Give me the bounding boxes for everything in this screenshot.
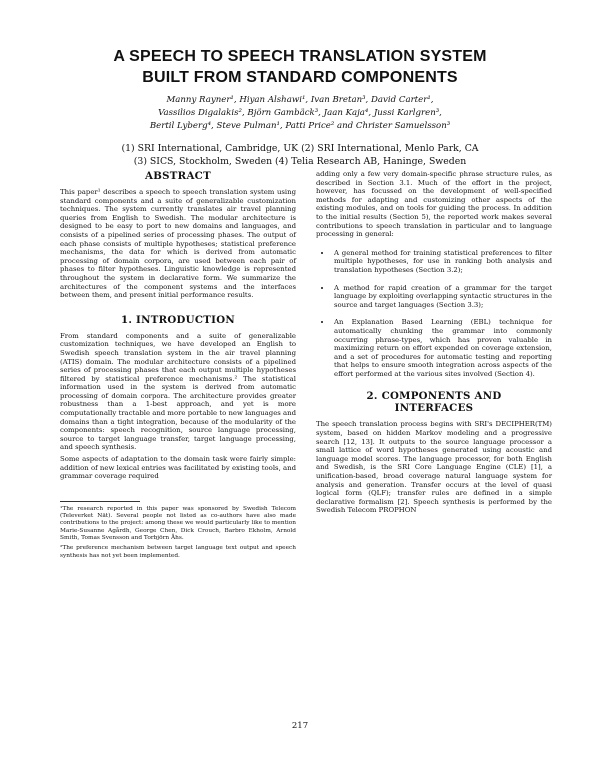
affiliation-line-2: (3) SICS, Stockholm, Sweden (4) Telia Research AB, Haninge, Sweden	[133, 156, 467, 167]
page-number: 217	[291, 721, 309, 731]
paper-title	[40, 46, 560, 88]
abstract-text: This paper¹ describes a speech to speech translation system using standard components and a suite of generalizable customization techniques. The system currently translates air travel planning queries from English to Swedish. The modular architecture is designed to be easy to port to new domains and languages, and consists of a pipelined series of processing phases. The output of each phase consists of multiple hypotheses; statistical preference mechanisms, the data for which is derived from automatic processing of domain corpora, are used between each pair of phases to filter hypotheses. Linguistic knowledge is represented throughout the system in declarative form. We summarize the architectures of the component systems and the interfaces between them, and present initial performance results.	[60, 188, 296, 300]
abstract-heading: ABSTRACT	[145, 170, 211, 182]
footnote-2: ²The preference mechanism between target language text output and speech synthesis has not yet been implemented.	[60, 545, 296, 559]
contributions-paragraph: adding only a few very domain-specific phrase structure rules, as described in Section 3.1. Much of the effort in the project, however, has focussed on the development of well-specified methods for adapting and customizing other aspects of the existing modules, and on tools for guiding the process. In addition to the initial results (Section 5), the reported work makes several contributions to speech translation in particular and to language processing in general:	[316, 170, 552, 239]
components-heading	[316, 390, 552, 414]
title-line-1: A SPEECH TO SPEECH TRANSLATION SYSTEM	[113, 48, 487, 65]
contribution-item-2: • A method for rapid creation of a grammar for the target language by exploiting overlapping syntactic structures in the source and target languages (Section 3.3);	[332, 284, 552, 310]
author-list	[70, 94, 530, 133]
title-line-2: BUILT FROM STANDARD COMPONENTS	[142, 69, 458, 86]
components-paragraph: The speech translation process begins with SRI's DECIPHER(TM) system, based on hidden Markov modeling and a progressive search [12, 13]. It outputs to the source language processor a small lattice of word hypotheses generated using acoustic and language model scores. The language processor, for both English and Swedish, is the SRI Core Language Engine (CLE) [1], a unification-based, broad coverage natural language system for analysis and generation. Transfer occurs at the level of quasi logical form (QLF); transfer rules are defined in a simple declarative formalism [2]. Speech synthesis is performed by the Swedish Telecom PROPHON	[316, 420, 552, 515]
affiliation-line-1: (1) SRI International, Cambridge, UK (2) SRI International, Menlo Park, CA	[121, 143, 479, 154]
contribution-item-3: • An Explanation Based Learning (EBL) technique for automatically chunking the grammar into commonly occurring phrase-types, which has proven valuable in maximizing return on effort expended on coverage extension, and a set of procedures for automatic testing and reporting that helps to ensure smooth integration across aspects of the effort performed at the various sites involved (Section 4).	[332, 318, 552, 378]
authors-line-3: Bertil Lyberg⁴, Steve Pulman¹, Patti Price² and Christer Samuelsson³	[149, 121, 451, 131]
introduction-paragraph-2: Some aspects of adaptation to the domain task were fairly simple: addition of new lexical entries was facilitated by existing tools, and grammar coverage required	[60, 455, 296, 481]
contributions-list	[316, 249, 552, 379]
right-column	[316, 170, 552, 518]
authors-line-1: Manny Rayner¹, Hiyan Alshawi¹, Ivan Bretan³, David Carter¹,	[166, 95, 434, 105]
affiliations	[70, 142, 530, 168]
components-heading-line-1: 2. COMPONENTS AND	[366, 390, 502, 403]
components-heading-line-2: INTERFACES	[394, 402, 474, 415]
contribution-item-1: • A general method for training statistical preferences to filter multiple hypotheses, for use in ranking both analysis and translation hypotheses (Section 3.2);	[332, 249, 552, 275]
authors-line-2: Vassilios Digalakis², Björn Gambäck³, Jaan Kaja⁴, Jussi Karlgren³,	[158, 108, 442, 118]
left-column	[60, 170, 296, 563]
introduction-paragraph-1: From standard components and a suite of generalizable customization techniques, we have developed an English to Swedish speech translation system in the air travel planning (ATIS) domain. The modular architecture consists of a pipelined series of processing phases that each output multiple hypotheses filtered by statistical preference mechanisms.² The statistical information used in the system is derived from automatic processing of domain corpora. The architecture provides greater robustness than a 1-best approach, and yet is more computationally tractable and more portable to new languages and domains than a tight integration, because of the modularity of the components: speech recognition, source language processing, source to target language transfer, target language processing, and speech synthesis.	[60, 331, 296, 452]
introduction-heading: 1. INTRODUCTION	[120, 313, 236, 326]
footnote-1: ¹The research reported in this paper was sponsored by Swedish Telecom (Televerket Nät). Several people not listed as co-authors have also made contributions to the project: among these we would particularly like to mention Marie-Susanne Agårdh, George Chen, Dick Crouch, Barbro Ekholm, Arnold Smith, Tomas Svensson and Torbjörn Åhs.	[60, 505, 296, 541]
